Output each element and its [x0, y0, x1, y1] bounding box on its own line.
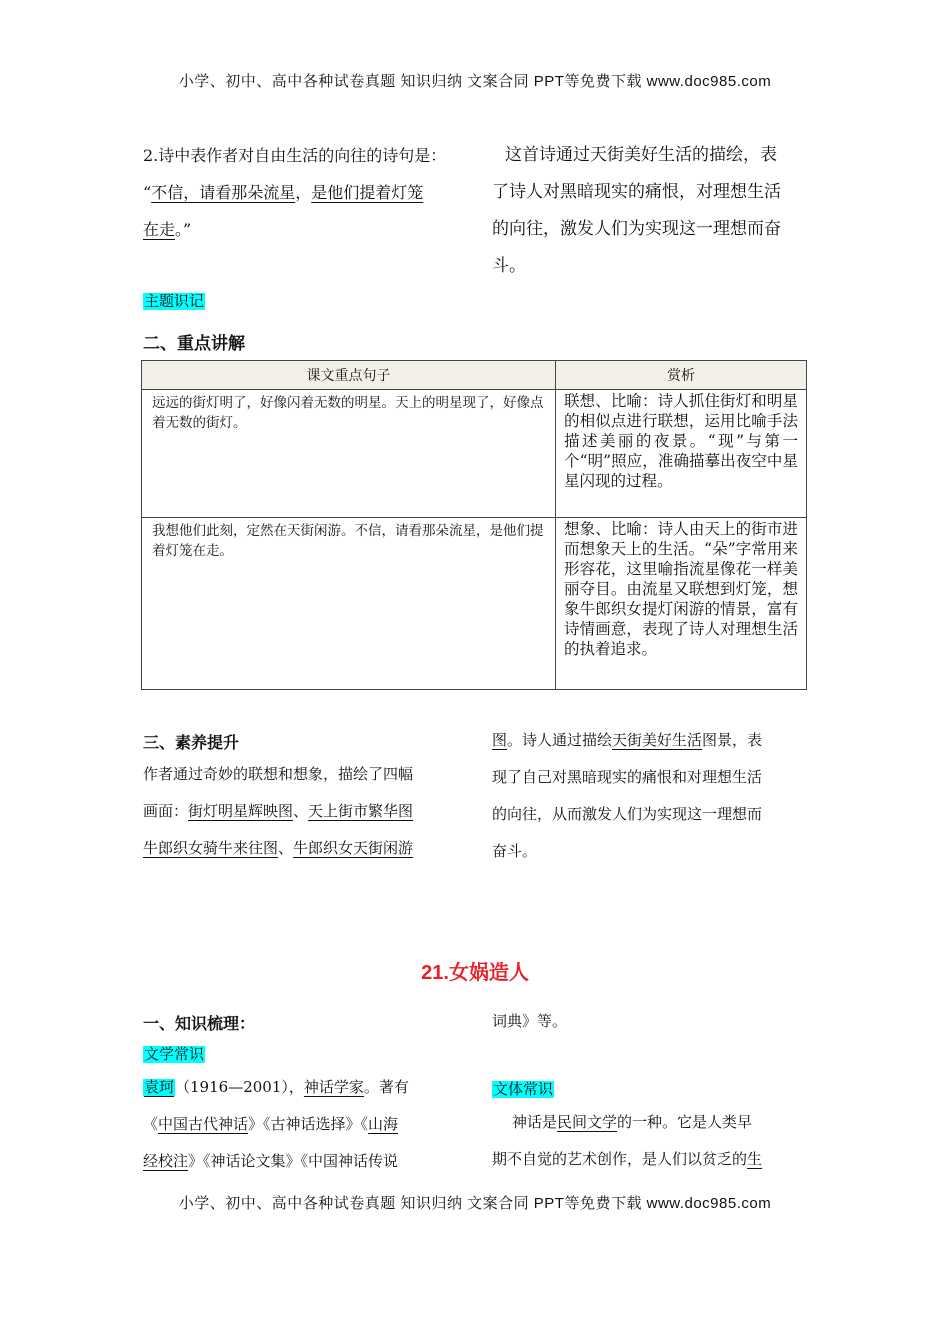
genre-line: 期不自觉的艺术创作，是人们以贫乏的生 [492, 1150, 763, 1168]
summary-line: 了诗人对黑暗现实的痛恨，对理想生活 [492, 182, 781, 202]
summary-line: 斗。 [492, 256, 526, 276]
section-3-line: 现了自己对黑暗现实的痛恨和对理想生活 [492, 768, 763, 786]
works-line: 经校注》《神话论文集》《中国神话传说 [143, 1152, 399, 1170]
section-2-title: 二、重点讲解 [143, 334, 245, 353]
author-line: 袁珂（1916—2001），神话学家。著有 [144, 1078, 409, 1096]
section-3-line: 牛郎织女骑牛来往图、牛郎织女天街闲游 [143, 839, 414, 857]
question-2-answer-line1: “不信，请看那朵流星，是他们提着灯笼 [143, 183, 424, 202]
analysis-cell: 想象、比喻：诗人由天上的街市进而想象天上的生活。“朵”字常用来形容花，这里喻指流星像花一样美丽夺目。由流星又联想到灯笼，想象牛郎织女提灯闲游的情景，富有诗情画意，表现了诗人对理想生活的执着追求。 [556, 518, 807, 690]
question-2-label: 2.诗中表作者对自由生活的向往的诗句是： [143, 146, 447, 165]
question-2 [143, 137, 463, 248]
sentence-cell: 远远的街灯明了，好像闪着无数的明星。天上的明星现了，好像点着无数的街灯。 [142, 390, 556, 518]
genre-info [492, 1104, 814, 1178]
works-continued: 词典》等。 [492, 1012, 568, 1030]
question-2-answer-line2: 在走。” [143, 220, 192, 239]
section-3-line: 作者通过奇妙的联想和想象，描绘了四幅 [143, 765, 414, 783]
table-row [142, 518, 807, 690]
section-3-line: 图。诗人通过描绘天街美好生活图景，表 [492, 731, 763, 749]
poem-summary [492, 137, 812, 285]
table-header: 课文重点句子 [142, 361, 556, 390]
sentence-cell: 我想他们此刻，定然在天街闲游。不信，请看那朵流星，是他们提着灯笼在走。 [142, 518, 556, 690]
table-header: 赏析 [556, 361, 807, 390]
section-3-line: 奋斗。 [492, 842, 538, 860]
summary-line: 这首诗通过天街美好生活的描绘，表 [505, 145, 777, 165]
analysis-cell: 联想、比喻：诗人抓住街灯和明星的相似点进行联想，运用比喻手法描述美丽的夜景。“现”与第一个“明”照应，准确描摹出夜空中星星闪现的过程。 [556, 390, 807, 518]
lesson-21-title: 21.女娲造人 [421, 962, 529, 984]
key-sentences-table [141, 360, 807, 690]
page-header: 小学、初中、高中各种试卷真题 知识归纳 文案合同 PPT等免费下载 www.doc985.com [178, 73, 772, 90]
summary-line: 的向往，激发人们为实现这一理想而奋 [492, 219, 781, 239]
section-3-title: 三、素养提升 [143, 735, 240, 752]
knowledge-title: 一、知识梳理： [143, 1016, 256, 1033]
table-header-row [142, 361, 807, 390]
section-3-right [492, 722, 812, 870]
works-line: 《中国古代神话》《古神话选择》《山海 [143, 1115, 399, 1133]
section-3-line: 的向往，从而激发人们为实现这一理想而 [492, 805, 763, 823]
genre-line: 神话是民间文学的一种。它是人类早 [512, 1113, 753, 1131]
theme-tag: 主题识记 [144, 293, 205, 310]
section-3-line: 画面：街灯明星辉映图、天上街市繁华图 [143, 802, 414, 820]
author-info [143, 1069, 465, 1180]
section-3-left [143, 756, 465, 867]
genre-tag: 文体常识 [493, 1081, 554, 1098]
literature-tag: 文学常识 [144, 1046, 205, 1063]
page-footer: 小学、初中、高中各种试卷真题 知识归纳 文案合同 PPT等免费下载 www.doc985.com [178, 1195, 772, 1212]
table-row [142, 390, 807, 518]
